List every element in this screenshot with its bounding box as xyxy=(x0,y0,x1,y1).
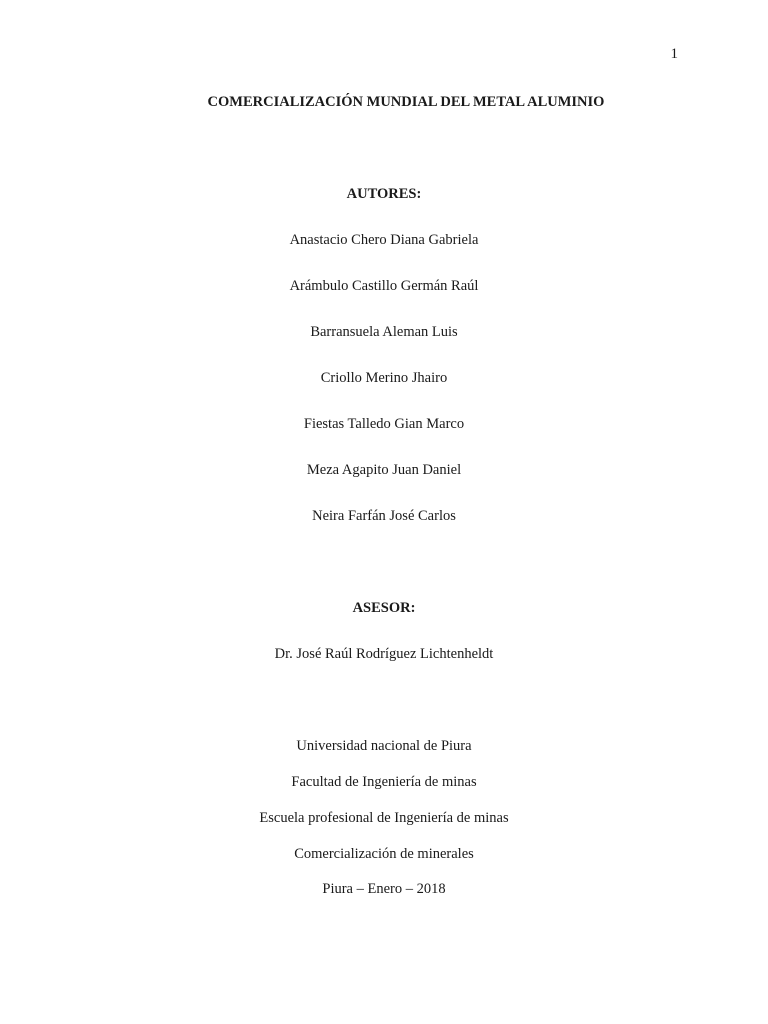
authors-heading: AUTORES: xyxy=(346,186,422,202)
advisor-heading: ASESOR: xyxy=(352,600,416,616)
page-number: 1 xyxy=(670,46,678,62)
place-date: Piura – Enero – 2018 xyxy=(322,881,446,897)
author-name: Fiestas Talledo Gian Marco xyxy=(303,416,465,432)
author-name: Anastacio Chero Diana Gabriela xyxy=(289,232,479,248)
university-name: Universidad nacional de Piura xyxy=(296,738,472,754)
document-title: COMERCIALIZACIÓN MUNDIAL DEL METAL ALUMINIO xyxy=(207,94,605,110)
author-name: Criollo Merino Jhairo xyxy=(320,370,448,386)
author-name: Barransuela Aleman Luis xyxy=(310,324,458,340)
author-name: Meza Agapito Juan Daniel xyxy=(306,462,462,478)
author-name: Neira Farfán José Carlos xyxy=(312,508,456,524)
author-name: Arámbulo Castillo Germán Raúl xyxy=(289,278,479,294)
school-name: Escuela profesional de Ingeniería de minas xyxy=(259,810,509,826)
advisor-name: Dr. José Raúl Rodríguez Lichtenheldt xyxy=(274,646,494,662)
faculty-name: Facultad de Ingeniería de minas xyxy=(291,774,477,790)
course-name: Comercialización de minerales xyxy=(294,846,474,862)
